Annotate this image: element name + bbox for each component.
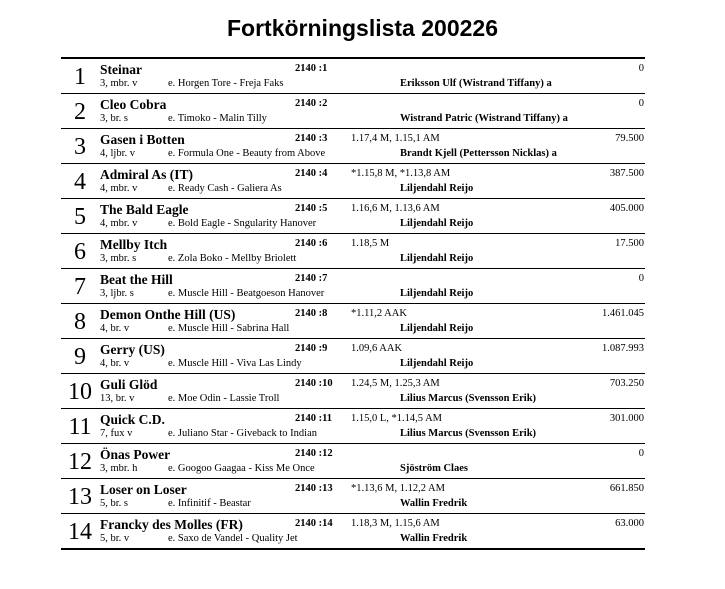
horse-name: Steinar	[100, 62, 142, 77]
trainer-name: Liljendahl Reijo	[400, 183, 474, 194]
earnings: 387.500	[609, 168, 644, 179]
distance-post: 2140 :14	[295, 518, 333, 529]
start-number: 7	[74, 274, 86, 300]
earnings: 79.500	[615, 133, 644, 144]
earnings: 0	[638, 63, 644, 74]
distance-post: 2140 :11	[295, 413, 333, 424]
distance-post: 2140 :10	[295, 378, 333, 389]
horse-row	[61, 445, 645, 479]
record-times: 1.18,3 M, 1.15,6 AM	[351, 518, 440, 529]
distance-post: 2140 :7	[295, 273, 328, 284]
record-times: 1.24,5 M, 1.25,3 AM	[351, 378, 440, 389]
horse-row	[61, 95, 645, 129]
horse-pedigree: e. Muscle Hill - Beatgoeson Hanover	[168, 288, 325, 299]
start-number: 3	[74, 134, 86, 160]
horse-row	[61, 410, 645, 444]
horse-row	[61, 480, 645, 514]
earnings: 703.250	[609, 378, 644, 389]
horse-info: 4, br. v	[100, 358, 130, 369]
horse-name: Gasen i Botten	[100, 132, 185, 147]
trainer-name: Wallin Fredrik	[400, 533, 468, 544]
horse-pedigree: e. Zola Boko - Mellby Briolett	[168, 253, 297, 264]
horse-info: 5, br. v	[100, 533, 130, 544]
horse-pedigree: e. Infinitif - Beastar	[168, 498, 251, 509]
trainer-name: Liljendahl Reijo	[400, 253, 474, 264]
horse-pedigree: e. Horgen Tore - Freja Faks	[168, 78, 284, 89]
record-times: 1.09,6 AAK	[351, 343, 403, 354]
horse-name: Francky des Molles (FR)	[100, 517, 243, 532]
horse-name: Loser on Loser	[100, 482, 187, 497]
horse-info: 4, mbr. v	[100, 183, 138, 194]
record-times: 1.16,6 M, 1.13,6 AM	[351, 203, 440, 214]
horse-name: Quick C.D.	[100, 412, 165, 427]
horse-name: Beat the Hill	[100, 272, 173, 287]
start-number: 5	[74, 204, 86, 230]
horse-name: Cleo Cobra	[100, 97, 167, 112]
horse-name: Demon Onthe Hill (US)	[100, 307, 236, 322]
record-times: *1.11,2 AAK	[351, 308, 407, 319]
earnings: 301.000	[609, 413, 644, 424]
horse-pedigree: e. Timoko - Malin Tilly	[168, 113, 267, 124]
trainer-name: Wistrand Patric (Wistrand Tiffany) a	[400, 113, 568, 124]
horse-info: 3, ljbr. s	[100, 288, 134, 299]
earnings: 63.000	[615, 518, 644, 529]
horse-pedigree: e. Muscle Hill - Sabrina Hall	[168, 323, 290, 334]
horse-info: 3, mbr. s	[100, 253, 137, 264]
horse-row	[61, 515, 645, 550]
distance-post: 2140 :1	[295, 63, 328, 74]
start-number: 12	[68, 449, 92, 475]
horse-row	[61, 375, 645, 409]
horse-row	[61, 235, 645, 269]
horse-row	[61, 305, 645, 339]
start-number: 8	[74, 309, 86, 335]
horse-row	[61, 200, 645, 234]
horse-pedigree: e. Moe Odin - Lassie Troll	[168, 393, 280, 404]
horse-pedigree: e. Juliano Star - Giveback to Indian	[168, 428, 317, 439]
distance-post: 2140 :6	[295, 238, 328, 249]
distance-post: 2140 :2	[295, 98, 328, 109]
trainer-name: Lilius Marcus (Svensson Erik)	[400, 428, 537, 439]
earnings: 0	[638, 273, 644, 284]
horse-pedigree: e. Muscle Hill - Viva Las Lindy	[168, 358, 302, 369]
horse-name: Admiral As (IT)	[100, 167, 194, 182]
start-number: 4	[74, 169, 86, 195]
start-number: 6	[74, 239, 86, 265]
record-times: 1.18,5 M	[351, 238, 390, 249]
record-times: 1.17,4 M, 1.15,1 AM	[351, 133, 440, 144]
start-number: 2	[74, 99, 86, 125]
earnings: 17.500	[615, 238, 644, 249]
horse-info: 4, ljbr. v	[100, 148, 136, 159]
trainer-name: Liljendahl Reijo	[400, 323, 474, 334]
trainer-name: Liljendahl Reijo	[400, 218, 474, 229]
trainer-name: Brandt Kjell (Pettersson Nicklas) a	[400, 148, 557, 159]
distance-post: 2140 :9	[295, 343, 328, 354]
horse-name: Gerry (US)	[100, 342, 165, 357]
distance-post: 2140 :4	[295, 168, 328, 179]
earnings: 661.850	[609, 483, 644, 494]
horse-pedigree: e. Googoo Gaagaa - Kiss Me Once	[168, 463, 315, 474]
trainer-name: Lilius Marcus (Svensson Erik)	[400, 393, 537, 404]
start-number: 9	[74, 344, 86, 370]
trainer-name: Sjöström Claes	[400, 463, 468, 474]
horse-row	[61, 340, 645, 374]
start-number: 11	[68, 414, 92, 440]
earnings: 1.461.045	[602, 308, 644, 319]
distance-post: 2140 :3	[295, 133, 328, 144]
distance-post: 2140 :5	[295, 203, 328, 214]
record-times: *1.13,6 M, 1.12,2 AM	[351, 483, 445, 494]
horse-pedigree: e. Formula One - Beauty from Above	[168, 148, 326, 159]
horse-info: 3, mbr. v	[100, 78, 138, 89]
earnings: 405.000	[609, 203, 644, 214]
horse-pedigree: e. Bold Eagle - Sngularity Hanover	[168, 218, 317, 229]
start-number: 1	[74, 64, 86, 90]
earnings: 1.087.993	[602, 343, 644, 354]
start-number: 13	[68, 484, 92, 510]
horse-row	[61, 270, 645, 304]
record-times: 1.15,0 L, *1.14,5 AM	[351, 413, 443, 424]
horse-name: Guli Glöd	[100, 377, 158, 392]
horse-info: 5, br. s	[100, 498, 129, 509]
earnings: 0	[638, 98, 644, 109]
start-number: 14	[68, 519, 92, 545]
horse-info: 4, br. v	[100, 323, 130, 334]
trainer-name: Liljendahl Reijo	[400, 358, 474, 369]
distance-post: 2140 :8	[295, 308, 328, 319]
trainer-name: Liljendahl Reijo	[400, 288, 474, 299]
distance-post: 2140 :13	[295, 483, 333, 494]
horse-name: Önas Power	[100, 447, 171, 462]
earnings: 0	[638, 448, 644, 459]
horse-table	[61, 57, 645, 550]
trainer-name: Eriksson Ulf (Wistrand Tiffany) a	[400, 78, 552, 89]
horse-info: 3, br. s	[100, 113, 129, 124]
horse-info: 4, mbr. v	[100, 218, 138, 229]
start-number: 10	[68, 379, 92, 405]
horse-name: Mellby Itch	[100, 237, 168, 252]
distance-post: 2140 :12	[295, 448, 333, 459]
horse-row	[61, 130, 645, 164]
horse-pedigree: e. Saxo de Vandel - Quality Jet	[168, 533, 298, 544]
horse-info: 13, br. v	[100, 393, 135, 404]
horse-info: 3, mbr. h	[100, 463, 138, 474]
horse-name: The Bald Eagle	[100, 202, 189, 217]
record-times: *1.15,8 M, *1.13,8 AM	[351, 168, 451, 179]
horse-row	[61, 60, 645, 94]
page-title: Fortkörningslista 200226	[227, 15, 498, 41]
horse-pedigree: e. Ready Cash - Galiera As	[168, 183, 282, 194]
trainer-name: Wallin Fredrik	[400, 498, 468, 509]
horse-row	[61, 165, 645, 199]
horse-info: 7, fux v	[100, 428, 133, 439]
